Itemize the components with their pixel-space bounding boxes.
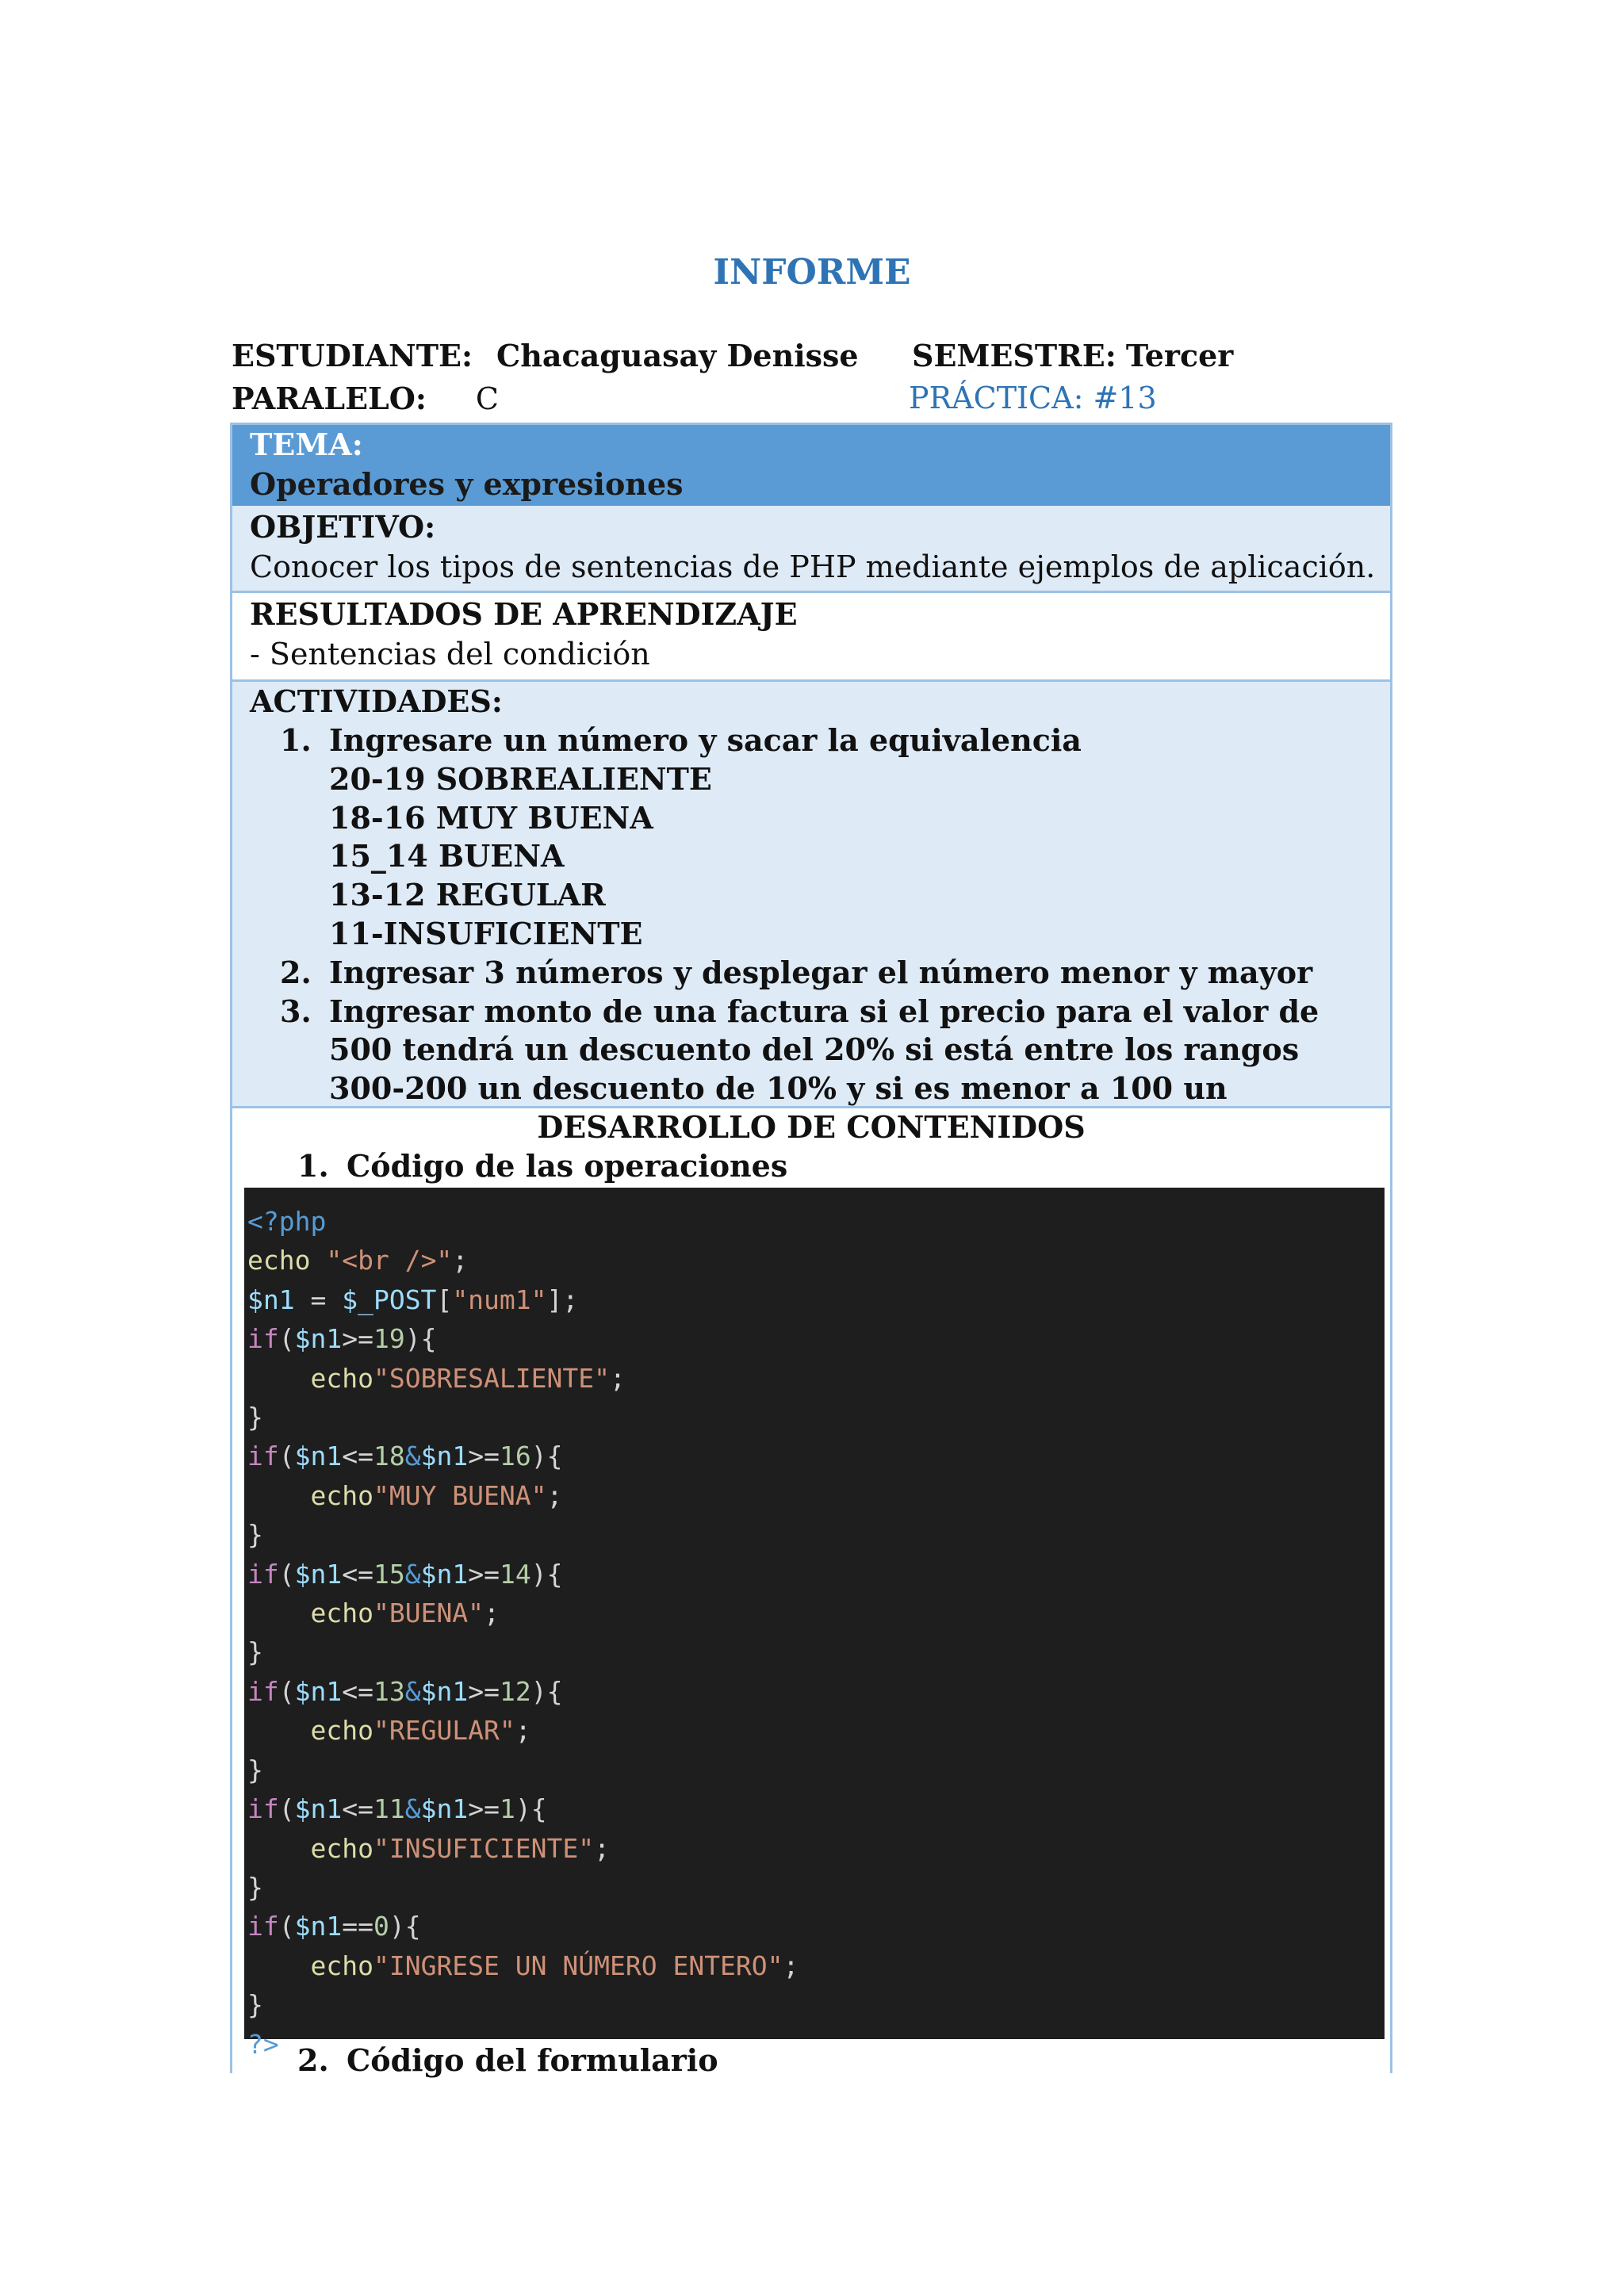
code-token: ( (278, 1793, 295, 1825)
code-token (247, 1715, 310, 1746)
code-token: & (404, 1675, 421, 1707)
code-token: $_POST (342, 1284, 437, 1315)
learning-outcomes-label: RESULTADOS DE APRENDIZAJE (250, 596, 798, 632)
code-line (247, 1241, 1385, 1280)
code-token: 18 (373, 1441, 405, 1472)
code-token: ]; (546, 1284, 579, 1315)
code-line (247, 1829, 1385, 1868)
code-token: ; (594, 1832, 610, 1864)
page-title: INFORME (713, 252, 911, 293)
code-token: echo (310, 1598, 373, 1629)
code-token: } (247, 1402, 263, 1433)
code-line (247, 1202, 1385, 1241)
code-token: if (247, 1911, 279, 1942)
activities-section (232, 682, 1390, 1108)
code-token: ){ (530, 1558, 563, 1590)
code-token: $n1 (294, 1911, 343, 1942)
code-token: 12 (499, 1675, 531, 1707)
code-line (247, 1789, 1385, 1828)
code-token: <= (342, 1441, 373, 1472)
code-token: ){ (389, 1911, 421, 1942)
code-token: $n1 (294, 1558, 343, 1590)
code-token: & (404, 1793, 421, 1825)
code-token: ){ (530, 1675, 563, 1707)
code-token: >= (342, 1323, 373, 1355)
development-item-number: 2. (297, 2042, 329, 2078)
code-token: } (247, 1871, 263, 1903)
grade-scale-line: 15_14 BUENA (329, 838, 565, 874)
code-line (247, 1711, 1385, 1750)
activity-item (280, 954, 1320, 993)
parallel-value: C (475, 381, 499, 416)
code-token: echo (310, 1362, 373, 1394)
code-token: $n1 (294, 1441, 343, 1472)
development-label: DESARROLLO DE CONTENIDOS (537, 1109, 1086, 1145)
grade-scale-line: 18-16 MUY BUENA (329, 799, 653, 836)
activities-label: ACTIVIDADES: (250, 683, 503, 719)
development-item (232, 2041, 718, 2080)
development-item-text: Código de las operaciones (347, 1148, 788, 1184)
code-token: "INGRESE UN NÚMERO ENTERO" (373, 1950, 783, 1981)
code-token: = (294, 1284, 343, 1315)
semester-field (912, 338, 1233, 373)
code-line (247, 1359, 1385, 1398)
code-token: 16 (499, 1441, 531, 1472)
code-token: ?> (247, 2028, 279, 2060)
code-token: "INSUFICIENTE" (373, 1832, 595, 1864)
code-token: "num1" (452, 1284, 547, 1315)
code-line (247, 1907, 1385, 1946)
development-section (232, 1108, 1390, 2076)
code-line (247, 1398, 1385, 1437)
code-token: & (404, 1441, 421, 1472)
student-field (232, 338, 859, 373)
code-token (247, 1598, 310, 1628)
code-line (247, 1672, 1385, 1711)
objective-label: OBJETIVO: (250, 509, 436, 545)
code-token: <= (342, 1675, 373, 1707)
code-token: ( (278, 1441, 295, 1472)
code-token: "MUY BUENA" (373, 1479, 547, 1511)
code-token: [ (436, 1284, 453, 1315)
activity-number: 1. (280, 722, 312, 758)
learning-outcomes-section (232, 593, 1390, 682)
code-token: $n1 (420, 1675, 469, 1707)
activity-text: Ingresare un número y sacar la equivalencia (329, 722, 1082, 758)
code-token (310, 1245, 326, 1276)
code-line (247, 1751, 1385, 1789)
code-line (247, 1515, 1385, 1554)
code-token: ; (515, 1715, 531, 1747)
code-token: if (247, 1558, 279, 1590)
code-line (247, 1319, 1385, 1358)
parallel-label: PARALELO: (232, 381, 427, 416)
code-line (247, 1632, 1385, 1671)
development-item-text: Código del formulario (347, 2042, 718, 2078)
code-line (247, 1985, 1385, 2024)
code-token: 13 (373, 1675, 405, 1707)
code-token: >= (468, 1675, 500, 1707)
code-line (247, 1946, 1385, 1985)
grade-scale-line: 11-INSUFICIENTE (329, 915, 643, 951)
code-token: 1 (499, 1793, 515, 1825)
code-token: "BUENA" (373, 1598, 485, 1629)
semester-value: Tercer (1125, 338, 1234, 373)
code-token: echo (310, 1832, 373, 1864)
code-token: 0 (373, 1911, 389, 1942)
code-token: $n1 (420, 1441, 469, 1472)
objective-text: Conocer los tipos de sentencias de PHP mediante ejemplos de aplicación. (250, 549, 1376, 584)
code-token: } (247, 1636, 263, 1668)
code-token: == (342, 1911, 373, 1942)
code-token: 14 (499, 1558, 531, 1590)
objective-section (232, 506, 1390, 593)
grade-scale-line: 13-12 REGULAR (329, 877, 606, 913)
code-token: echo (310, 1479, 373, 1511)
learning-outcomes-text: - Sentencias del condición (250, 637, 650, 672)
code-token: } (247, 1989, 263, 2021)
code-token: >= (468, 1793, 500, 1825)
parallel-field (232, 381, 499, 416)
student-name: Chacaguasay Denisse (496, 338, 859, 373)
code-token: ( (278, 1911, 295, 1942)
topic-section (232, 425, 1390, 506)
code-line (247, 1555, 1385, 1594)
code-token: $n1 (294, 1323, 343, 1355)
activities-list (280, 721, 1320, 1147)
code-token: "<br />" (326, 1245, 453, 1276)
code-line (247, 1437, 1385, 1475)
code-token: ; (452, 1245, 469, 1276)
activity-item (280, 721, 1320, 760)
code-token (247, 1833, 310, 1864)
code-token: if (247, 1441, 279, 1472)
development-item-number: 1. (297, 1148, 329, 1184)
semester-label: SEMESTRE: (912, 338, 1116, 373)
code-token: <= (342, 1558, 373, 1590)
code-token: >= (468, 1441, 500, 1472)
code-token: ( (278, 1323, 295, 1355)
code-token: ; (783, 1950, 799, 1981)
code-token: echo (247, 1245, 311, 1276)
development-item (232, 1146, 1390, 1186)
code-token: ; (484, 1598, 500, 1629)
code-token: ; (609, 1362, 626, 1394)
code-token: ( (278, 1558, 295, 1590)
code-token: 11 (373, 1793, 405, 1825)
code-token (247, 1363, 310, 1394)
code-token: $n1 (420, 1558, 469, 1590)
topic-value: Operadores y expresiones (250, 466, 684, 502)
practice-number: PRÁCTICA: #13 (909, 381, 1157, 415)
code-token: echo (310, 1950, 373, 1981)
activity-text: Ingresar monto de una factura si el precio para el valor de 500 tendrá un descuento del 20% si está entre los rangos 300-200 un descuento de 10% y si es menor a 100 un (329, 993, 1320, 1107)
code-token (247, 1480, 310, 1511)
code-token: } (247, 1519, 263, 1551)
code-token: ; (546, 1479, 563, 1511)
grade-scale-line: 20-19 SOBREALIENTE (329, 760, 712, 797)
code-token: $n1 (247, 1284, 295, 1315)
code-token: 15 (373, 1558, 405, 1590)
code-token: if (247, 1323, 279, 1355)
code-token: ){ (530, 1441, 563, 1472)
code-token: if (247, 1793, 279, 1825)
code-token (247, 1950, 310, 1981)
code-token: $n1 (420, 1793, 469, 1825)
code-token: ){ (404, 1323, 437, 1355)
code-token: if (247, 1675, 279, 1707)
code-token: <= (342, 1793, 373, 1825)
student-label: ESTUDIANTE: (232, 338, 473, 373)
code-token: "REGULAR" (373, 1715, 515, 1747)
code-token: $n1 (294, 1675, 343, 1707)
code-token: >= (468, 1558, 500, 1590)
code-token: 19 (373, 1323, 405, 1355)
code-token: $n1 (294, 1793, 343, 1825)
code-line (247, 1868, 1385, 1907)
activity-number: 2. (280, 954, 312, 990)
code-line (247, 1594, 1385, 1632)
code-token: } (247, 1754, 263, 1785)
code-token: <?php (247, 1206, 327, 1237)
code-line (247, 1476, 1385, 1515)
code-token: echo (310, 1715, 373, 1747)
activity-text: Ingresar 3 números y desplegar el número menor y mayor (329, 954, 1313, 990)
activity-number: 3. (280, 993, 312, 1029)
topic-label: TEMA: (250, 427, 363, 462)
code-token: & (404, 1558, 421, 1590)
code-token: ( (278, 1675, 295, 1707)
code-line (247, 1280, 1385, 1319)
code-token: ){ (515, 1793, 547, 1825)
code-token: "SOBRESALIENTE" (373, 1362, 610, 1394)
report-table (230, 423, 1392, 2078)
